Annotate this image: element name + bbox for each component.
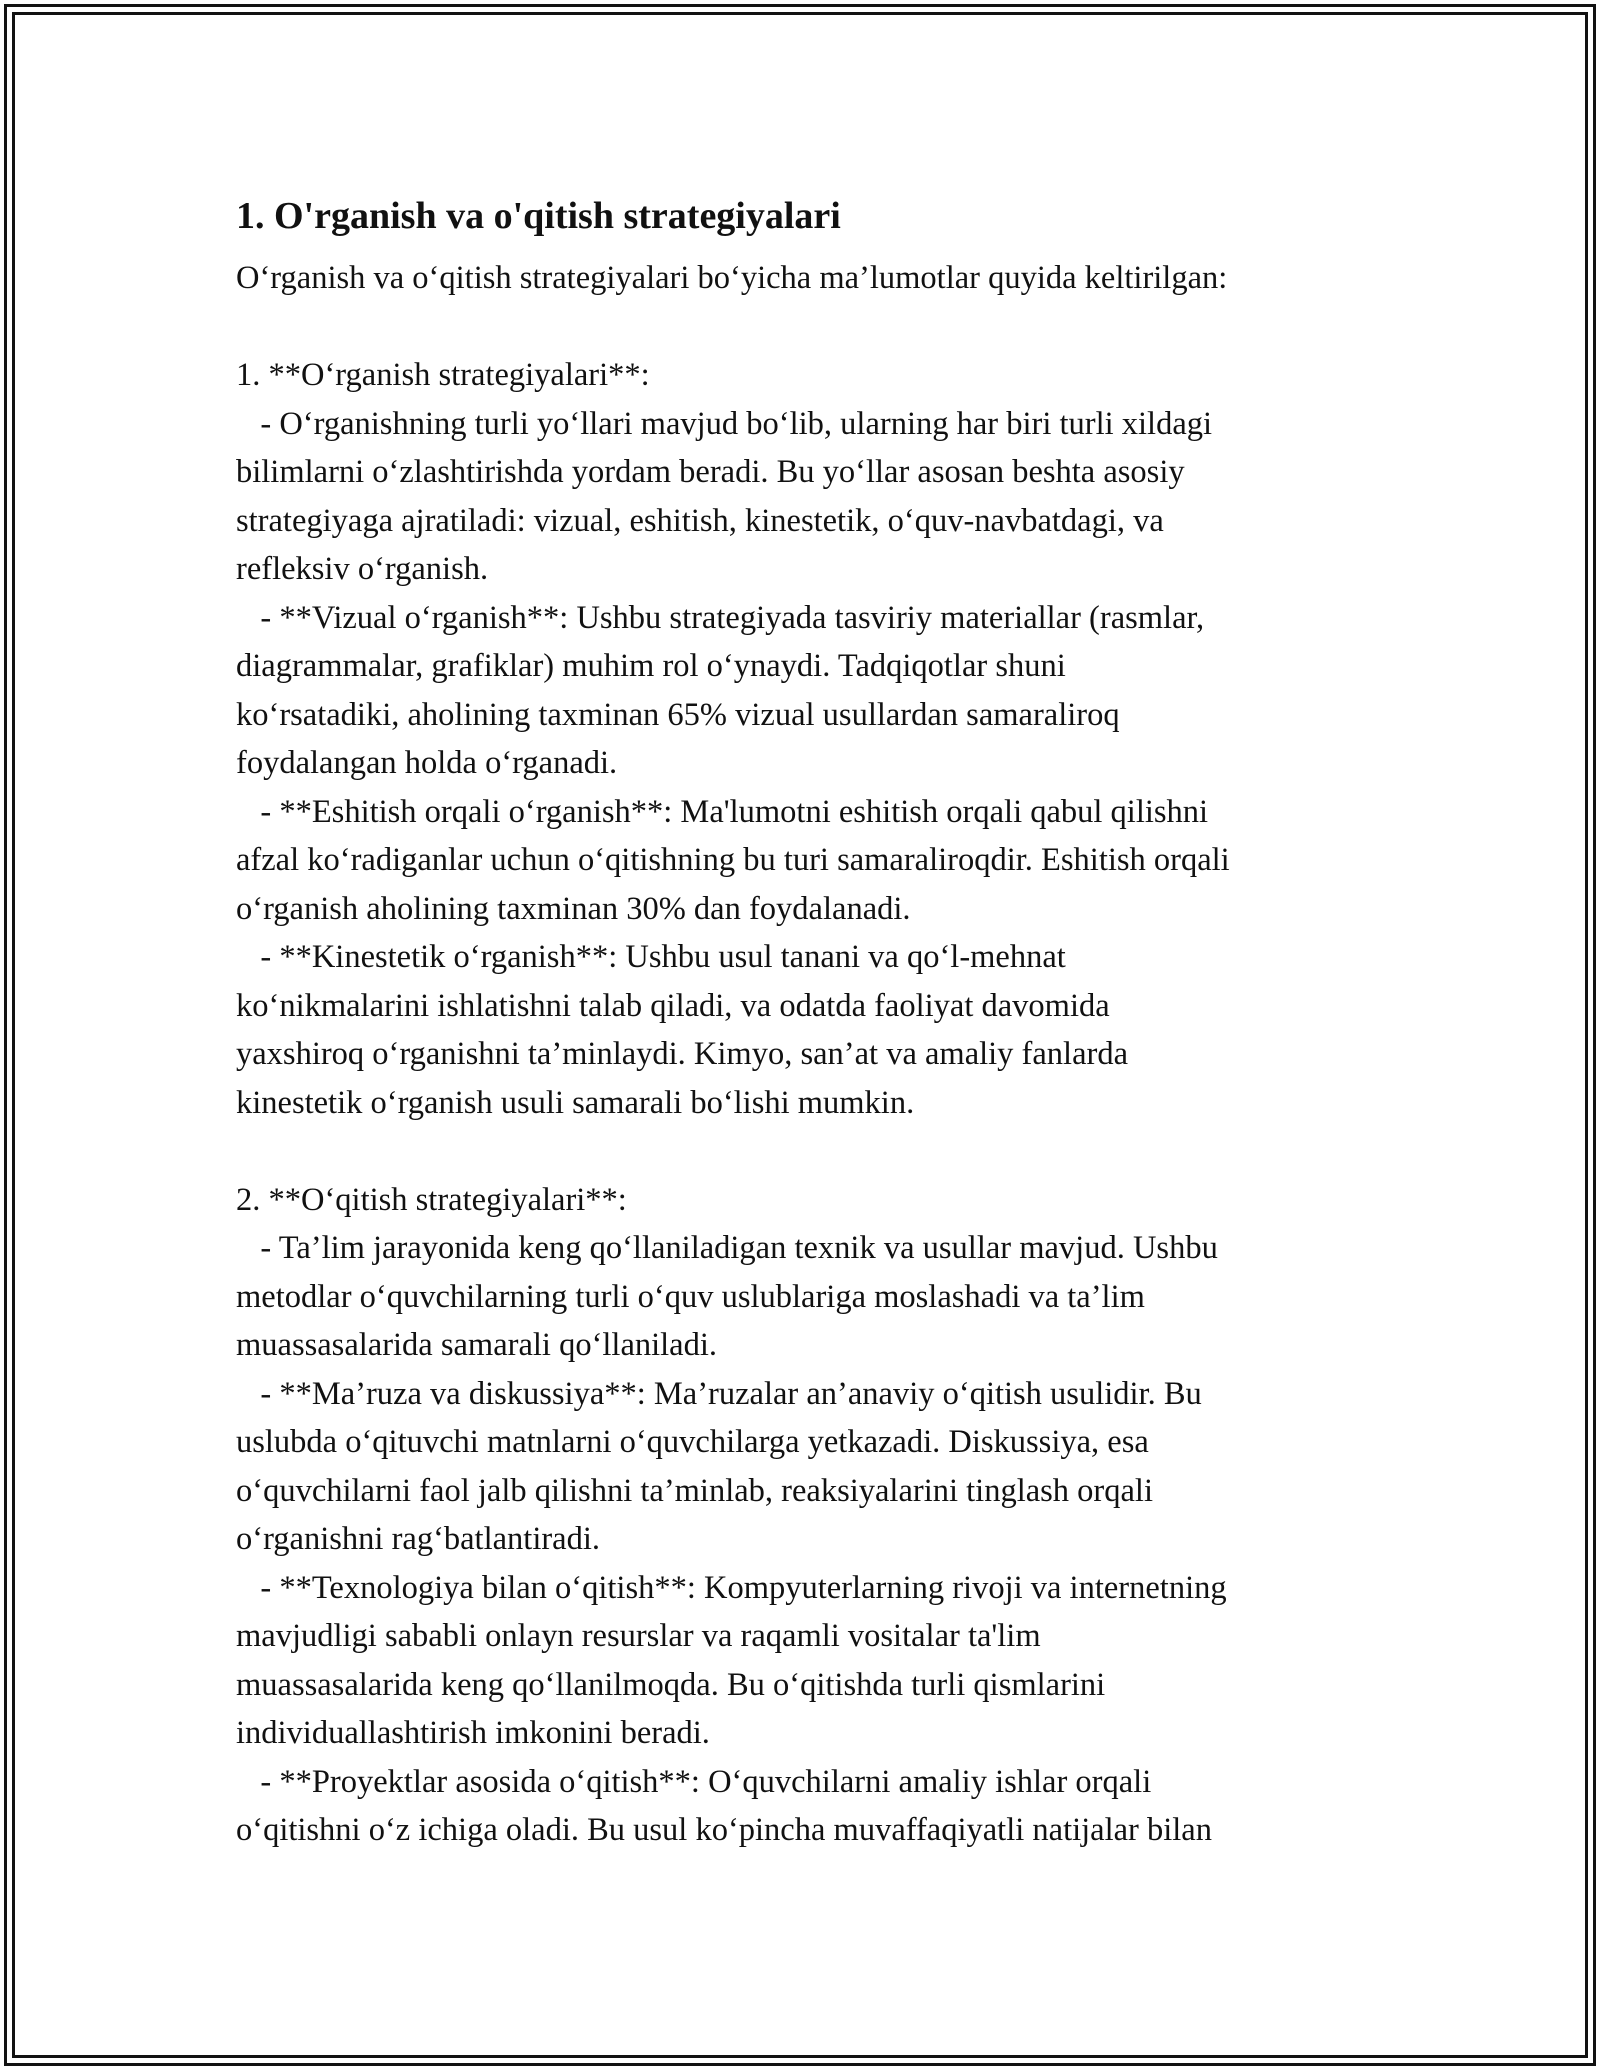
body-line: - O‘rganishning turli yo‘llari mavjud bo‘lib, ularning har biri turli xildagi	[236, 405, 1213, 442]
body-line: O‘rganish va o‘qitish strategiyalari bo‘yicha ma’lumotlar quyida keltirilgan:	[236, 260, 1228, 296]
body-line: 1. **O‘rganish strategiyalari**:	[236, 357, 650, 393]
body-line: muassasalarida samarali qo‘llaniladi.	[236, 1327, 718, 1363]
document-body	[236, 254, 1386, 1855]
document-title: 1. O'rganish va o'qitish strategiyalari	[236, 195, 841, 237]
body-line: strategiyaga ajratiladi: vizual, eshitish, kinestetik, o‘quv-navbatdagi, va	[236, 502, 1164, 539]
body-line: - **Eshitish orqali o‘rganish**: Ma'lumotni eshitish orqali qabul qilishni	[236, 793, 1209, 830]
blank-line	[236, 1127, 1386, 1176]
body-line: uslubda o‘qituvchi matnlarni o‘quvchilarga yetkazadi. Diskussiya, esa	[236, 1424, 1149, 1460]
body-line: o‘quvchilarni faol jalb qilishni ta’minlab, reaksiyalarini tinglash orqali	[236, 1472, 1153, 1509]
body-line: ko‘rsatadiki, aholining taxminan 65% vizual usullardan samaraliroq	[236, 696, 1120, 733]
body-line: - **Texnologiya bilan o‘qitish**: Kompyuterlarning rivoji va internetning	[236, 1569, 1227, 1606]
body-line: kinestetik o‘rganish usuli samarali bo‘lishi mumkin.	[236, 1084, 915, 1121]
body-line: ko‘nikmalarini ishlatishni talab qiladi, va odatda faoliyat davomida	[236, 987, 1110, 1024]
body-line: - **Vizual o‘rganish**: Ushbu strategiyada tasviriy materiallar (rasmlar,	[236, 599, 1205, 636]
body-line: o‘qitishni o‘z ichiga oladi. Bu usul ko‘pincha muvaffaqiyatli natijalar bilan	[236, 1812, 1212, 1848]
document-content	[236, 188, 1386, 1855]
body-line: mavjudligi sababli onlayn resurslar va raqamli vositalar ta'lim	[236, 1618, 1041, 1654]
body-line: o‘rganishni rag‘batlantiradi.	[236, 1521, 601, 1557]
body-line: - Ta’lim jarayonida keng qo‘llaniladigan texnik va usullar mavjud. Ushbu	[236, 1230, 1218, 1266]
body-line: muassasalarida keng qo‘llanilmoqda. Bu o‘qitishda turli qismlarini	[236, 1666, 1106, 1703]
body-line: refleksiv o‘rganish.	[236, 551, 489, 587]
body-line: individuallashtirish imkonini beradi.	[236, 1715, 710, 1751]
blank-line	[236, 303, 1386, 352]
body-line: afzal ko‘radiganlar uchun o‘qitishning bu turi samaraliroqdir. Eshitish orqali	[236, 842, 1230, 878]
body-line: - **Kinestetik o‘rganish**: Ushbu usul tanani va qo‘l-mehnat	[236, 939, 1066, 975]
body-line: foydalangan holda o‘rganadi.	[236, 745, 618, 781]
body-line: - **Proyektlar asosida o‘qitish**: O‘quvchilarni amaliy ishlar orqali	[236, 1763, 1152, 1800]
body-line: diagrammalar, grafiklar) muhim rol o‘ynaydi. Tadqiqotlar shuni	[236, 648, 1066, 684]
body-line: yaxshiroq o‘rganishni ta’minlaydi. Kimyo, san’at va amaliy fanlarda	[236, 1036, 1129, 1072]
body-line: o‘rganish aholining taxminan 30% dan foydalanadi.	[236, 890, 911, 927]
body-line: 2. **O‘qitish strategiyalari**:	[236, 1181, 627, 1218]
body-line: bilimlarni o‘zlashtirishda yordam beradi. Bu yo‘llar asosan beshta asosiy	[236, 454, 1185, 490]
body-line: metodlar o‘quvchilarning turli o‘quv uslublariga moslashadi va ta’lim	[236, 1278, 1145, 1315]
body-line: - **Ma’ruza va diskussiya**: Ma’ruzalar an’anaviy o‘qitish usulidir. Bu	[236, 1375, 1202, 1412]
